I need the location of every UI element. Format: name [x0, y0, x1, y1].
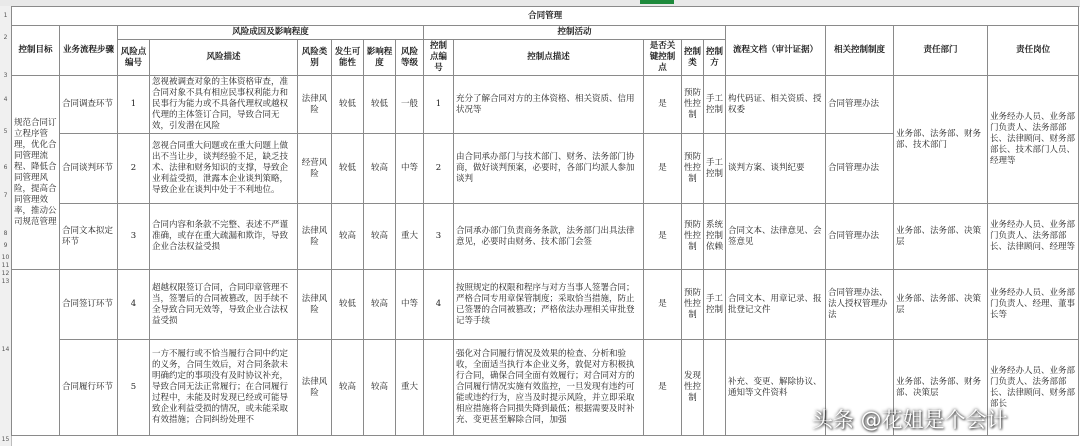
risk-level-cell[interactable]: 重大 — [396, 204, 424, 270]
control-id-cell[interactable]: 1 — [424, 76, 454, 134]
sheet-title[interactable]: 合同管理 — [12, 7, 1079, 26]
header-process-step[interactable]: 业务流程步骤 — [60, 26, 118, 76]
header-risk-type[interactable]: 风险类别 — [298, 40, 332, 76]
control-type-cell[interactable]: 预防性控制 — [682, 134, 704, 204]
header-risk-id[interactable]: 风险点编号 — [118, 40, 150, 76]
key-control-cell[interactable]: 是 — [644, 270, 682, 340]
header-key-control[interactable]: 是否关键控制点 — [644, 40, 682, 76]
process-doc-cell[interactable]: 补充、变更、解除协议、通知等文件资料 — [726, 340, 826, 436]
risk-id-cell[interactable]: 3 — [118, 204, 150, 270]
step-cell[interactable]: 合同谈判环节 — [60, 134, 118, 204]
control-desc-cell[interactable]: 合同承办部门负责商务条款，法务部门出具法律意见，必要时由财务、技术部门会签 — [454, 204, 644, 270]
risk-desc-cell[interactable]: 忽视被调查对象的主体资格审查，准合同对象不具有相应民事权利能力和民事行为能力或不具备代理权或越权代理的主体签订合同，导致合同无效，引发潜在风险 — [150, 76, 298, 134]
risk-type-cell[interactable]: 法律风险 — [298, 340, 332, 436]
control-id-cell[interactable]: 2 — [424, 134, 454, 204]
row-number[interactable]: 12 — [1, 270, 10, 277]
process-doc-cell[interactable]: 合同文本、法律意见、会签意见 — [726, 204, 826, 270]
resp-post-cell[interactable]: 业务经办人员、业务部门负责人、经理、董事长等 — [988, 270, 1079, 340]
related-system-cell[interactable]: 合同管理办法、法人授权管理办法 — [826, 270, 894, 340]
row-number[interactable]: 1 — [3, 12, 8, 19]
header-risk-desc[interactable]: 风险描述 — [150, 40, 298, 76]
row-number[interactable]: 11 — [1, 262, 10, 269]
risk-id-cell[interactable]: 4 — [118, 270, 150, 340]
risk-id-cell[interactable]: 5 — [118, 340, 150, 436]
impact-cell[interactable]: 较高 — [364, 270, 396, 340]
header-control-type[interactable]: 控制类 — [682, 40, 704, 76]
step-cell[interactable]: 合同履行环节 — [60, 340, 118, 436]
control-desc-cell[interactable]: 强化对合同履行情况及效果的检查、分析和验收，全面适当执行本企业义务，敦促对方积极执行合同，确保合同全面有效履行；对合同对方的合同履行情况实施有效监控，一旦发现有违约可能或违约行为，应当及时提示风险，并立即采取相应措施将合同损失降到最低；根据需要及时补充、变更甚至解除合同，加强 — [454, 340, 644, 436]
resp-dept-cell[interactable]: 业务部、法务部、财务部、技术部门 — [894, 76, 988, 204]
risk-id-cell[interactable]: 2 — [118, 134, 150, 204]
header-control-method[interactable]: 控制方 — [704, 40, 726, 76]
risk-type-cell[interactable]: 法律风险 — [298, 204, 332, 270]
impact-cell[interactable]: 较高 — [364, 340, 396, 436]
likelihood-cell[interactable]: 较低 — [332, 76, 364, 134]
control-type-cell[interactable]: 预防性控制 — [682, 76, 704, 134]
row-number[interactable]: 14 — [1, 346, 10, 353]
control-goal-cell[interactable]: 规范合同订立程序管理，优化合同管理流程、降低合同管理风险，提高合同管理效率，推动公司规范管理 — [12, 76, 60, 270]
control-id-cell[interactable]: 3 — [424, 204, 454, 270]
row-number[interactable]: 4 — [3, 96, 8, 103]
impact-cell[interactable]: 较低 — [364, 76, 396, 134]
key-control-cell[interactable]: 是 — [644, 204, 682, 270]
header-control-group[interactable]: 控制活动 — [424, 26, 726, 40]
related-system-cell[interactable]: 合同管理办法 — [826, 134, 894, 204]
likelihood-cell[interactable]: 较高 — [332, 340, 364, 436]
risk-desc-cell[interactable]: 超越权限签订合同，合同印章管理不当，签署后的合同被篡改，因手续不全导致合同无效等，导致企业合法权益受损 — [150, 270, 298, 340]
key-control-cell[interactable]: 是 — [644, 340, 682, 436]
risk-desc-cell[interactable]: 一方不履行或不恰当履行合同中约定的义务，合同生效后，对合同条款未明确约定的事项没有及时协议补充，导致合同无法正常履行；在合同履行过程中，未能及时发现已经或可能导致企业利益受损的情况，或未能采取有效措施；合同纠纷处理不 — [150, 340, 298, 436]
risk-type-cell[interactable]: 法律风险 — [298, 270, 332, 340]
resp-dept-cell[interactable]: 业务部、法务部、决策层 — [894, 270, 988, 340]
control-id-cell[interactable]: 4 — [424, 270, 454, 340]
header-resp-post[interactable]: 责任岗位 — [988, 26, 1079, 76]
row-number[interactable]: 5 — [3, 128, 8, 135]
related-system-cell[interactable]: 合同管理办法 — [826, 76, 894, 134]
risk-type-cell[interactable]: 法律风险 — [298, 76, 332, 134]
header-impact[interactable]: 影响程度 — [364, 40, 396, 76]
key-control-cell[interactable]: 是 — [644, 134, 682, 204]
impact-cell[interactable]: 较高 — [364, 204, 396, 270]
row-number[interactable]: 13 — [1, 278, 10, 285]
step-cell[interactable]: 合同文本拟定环节 — [60, 204, 118, 270]
process-doc-cell[interactable]: 合同文本、用章记录、报批登记文件 — [726, 270, 826, 340]
control-method-cell[interactable]: 手工控制 — [704, 270, 726, 340]
active-cell-indicator — [640, 0, 674, 4]
table-row — [12, 270, 1079, 340]
row-number[interactable]: 7 — [3, 192, 8, 199]
table-row — [12, 204, 1079, 270]
header-process-doc[interactable]: 流程文档（审计证据） — [726, 26, 826, 76]
resp-post-cell[interactable]: 业务经办人员、业务部门负责人、法务部部长、法律顾问、财务部部长、技术部门人员、经理等 — [988, 76, 1079, 204]
resp-post-cell[interactable]: 业务经办人员、业务部门负责人、法务部部长、法律顾问、经理等 — [988, 204, 1079, 270]
related-system-cell[interactable]: 合同管理办法 — [826, 204, 894, 270]
header-related-system[interactable]: 相关控制制度 — [826, 26, 894, 76]
row-number[interactable]: 15 — [1, 436, 10, 443]
control-type-cell[interactable]: 预防性控制 — [682, 204, 704, 270]
header-control-id[interactable]: 控制点编号 — [424, 40, 454, 76]
risk-level-cell[interactable]: 一般 — [396, 76, 424, 134]
header-risk-group[interactable]: 风险成因及影响程度 — [118, 26, 424, 40]
control-type-cell[interactable]: 预防性控制 — [682, 270, 704, 340]
row-number[interactable]: 6 — [3, 164, 8, 171]
impact-cell[interactable]: 较高 — [364, 134, 396, 204]
header-likelihood[interactable]: 发生可能性 — [332, 40, 364, 76]
process-doc-cell[interactable]: 构代码证、相关资质、授权委 — [726, 76, 826, 134]
risk-desc-cell[interactable]: 合同内容和条款不完整、表述不严谨准确，或存在重大疏漏和欺诈，导致企业合法权益受损 — [150, 204, 298, 270]
control-desc-cell[interactable]: 充分了解合同对方的主体资格、相关资质、信用状况等 — [454, 76, 644, 134]
likelihood-cell[interactable]: 较高 — [332, 204, 364, 270]
resp-dept-cell[interactable]: 业务部、法务部、财务部、决策层 — [894, 340, 988, 436]
resp-dept-cell[interactable]: 业务部、法务部、决策层 — [894, 204, 988, 270]
header-resp-dept[interactable]: 责任部门 — [894, 26, 988, 76]
table-row — [12, 76, 1079, 134]
control-method-cell[interactable]: 手工控制 — [704, 76, 726, 134]
risk-desc-cell[interactable]: 忽视合同重大问题或在重大问题上做出不当让步，谈判经验不足，缺乏技术、法律和财务知识的支撑，导致企业利益受损，泄露本企业谈判策略，导致企业在谈判中处于不利地位。 — [150, 134, 298, 204]
contract-management-table — [11, 6, 1079, 436]
risk-level-cell[interactable]: 中等 — [396, 134, 424, 204]
step-cell[interactable]: 合同调查环节 — [60, 76, 118, 134]
row-number[interactable]: 10 — [1, 254, 10, 261]
header-control-desc[interactable]: 控制点描述 — [454, 40, 644, 76]
control-method-cell[interactable]: 手工控制 — [704, 134, 726, 204]
risk-level-cell[interactable]: 重大 — [396, 340, 424, 436]
likelihood-cell[interactable]: 较低 — [332, 270, 364, 340]
risk-id-cell[interactable]: 1 — [118, 76, 150, 134]
empty-cell[interactable] — [704, 340, 726, 436]
header-control-goal[interactable]: 控制目标 — [12, 26, 60, 76]
likelihood-cell[interactable]: 较低 — [332, 134, 364, 204]
empty-cell[interactable] — [12, 270, 60, 436]
risk-type-cell[interactable]: 经营风险 — [298, 134, 332, 204]
risk-level-cell[interactable]: 中等 — [396, 270, 424, 340]
process-doc-cell[interactable]: 谈判方案、谈判纪要 — [726, 134, 826, 204]
row-number[interactable]: 3 — [3, 72, 8, 79]
row-number[interactable]: 8 — [3, 230, 8, 237]
control-desc-cell[interactable]: 由合同承办部门与技术部门、财务、法务部门协商，做好谈判预案，必要时，各部门均派人参加谈判 — [454, 134, 644, 204]
watermark: 头条 @花姐是个会计 — [812, 408, 1008, 432]
row-number[interactable]: 2 — [3, 34, 8, 41]
empty-cell[interactable] — [424, 340, 454, 436]
row-number[interactable]: 9 — [3, 242, 8, 249]
key-control-cell[interactable]: 是 — [644, 76, 682, 134]
resp-post-cell[interactable]: 业务经办人员、业务部门负责人、法务部部长、法律顾问、财务部部长 — [988, 340, 1079, 436]
step-cell[interactable]: 合同签订环节 — [60, 270, 118, 340]
control-type-cell[interactable]: 发现性控制 — [682, 340, 704, 436]
control-method-cell[interactable]: 系统控制依赖 — [704, 204, 726, 270]
header-risk-level[interactable]: 风险等级 — [396, 40, 424, 76]
control-desc-cell[interactable]: 按照规定的权限和程序与对方当事人签署合同；严格合同专用章保管制度；采取恰当措施，防止已签署的合同被篡改；严格依法办理相关审批登记等手续 — [454, 270, 644, 340]
